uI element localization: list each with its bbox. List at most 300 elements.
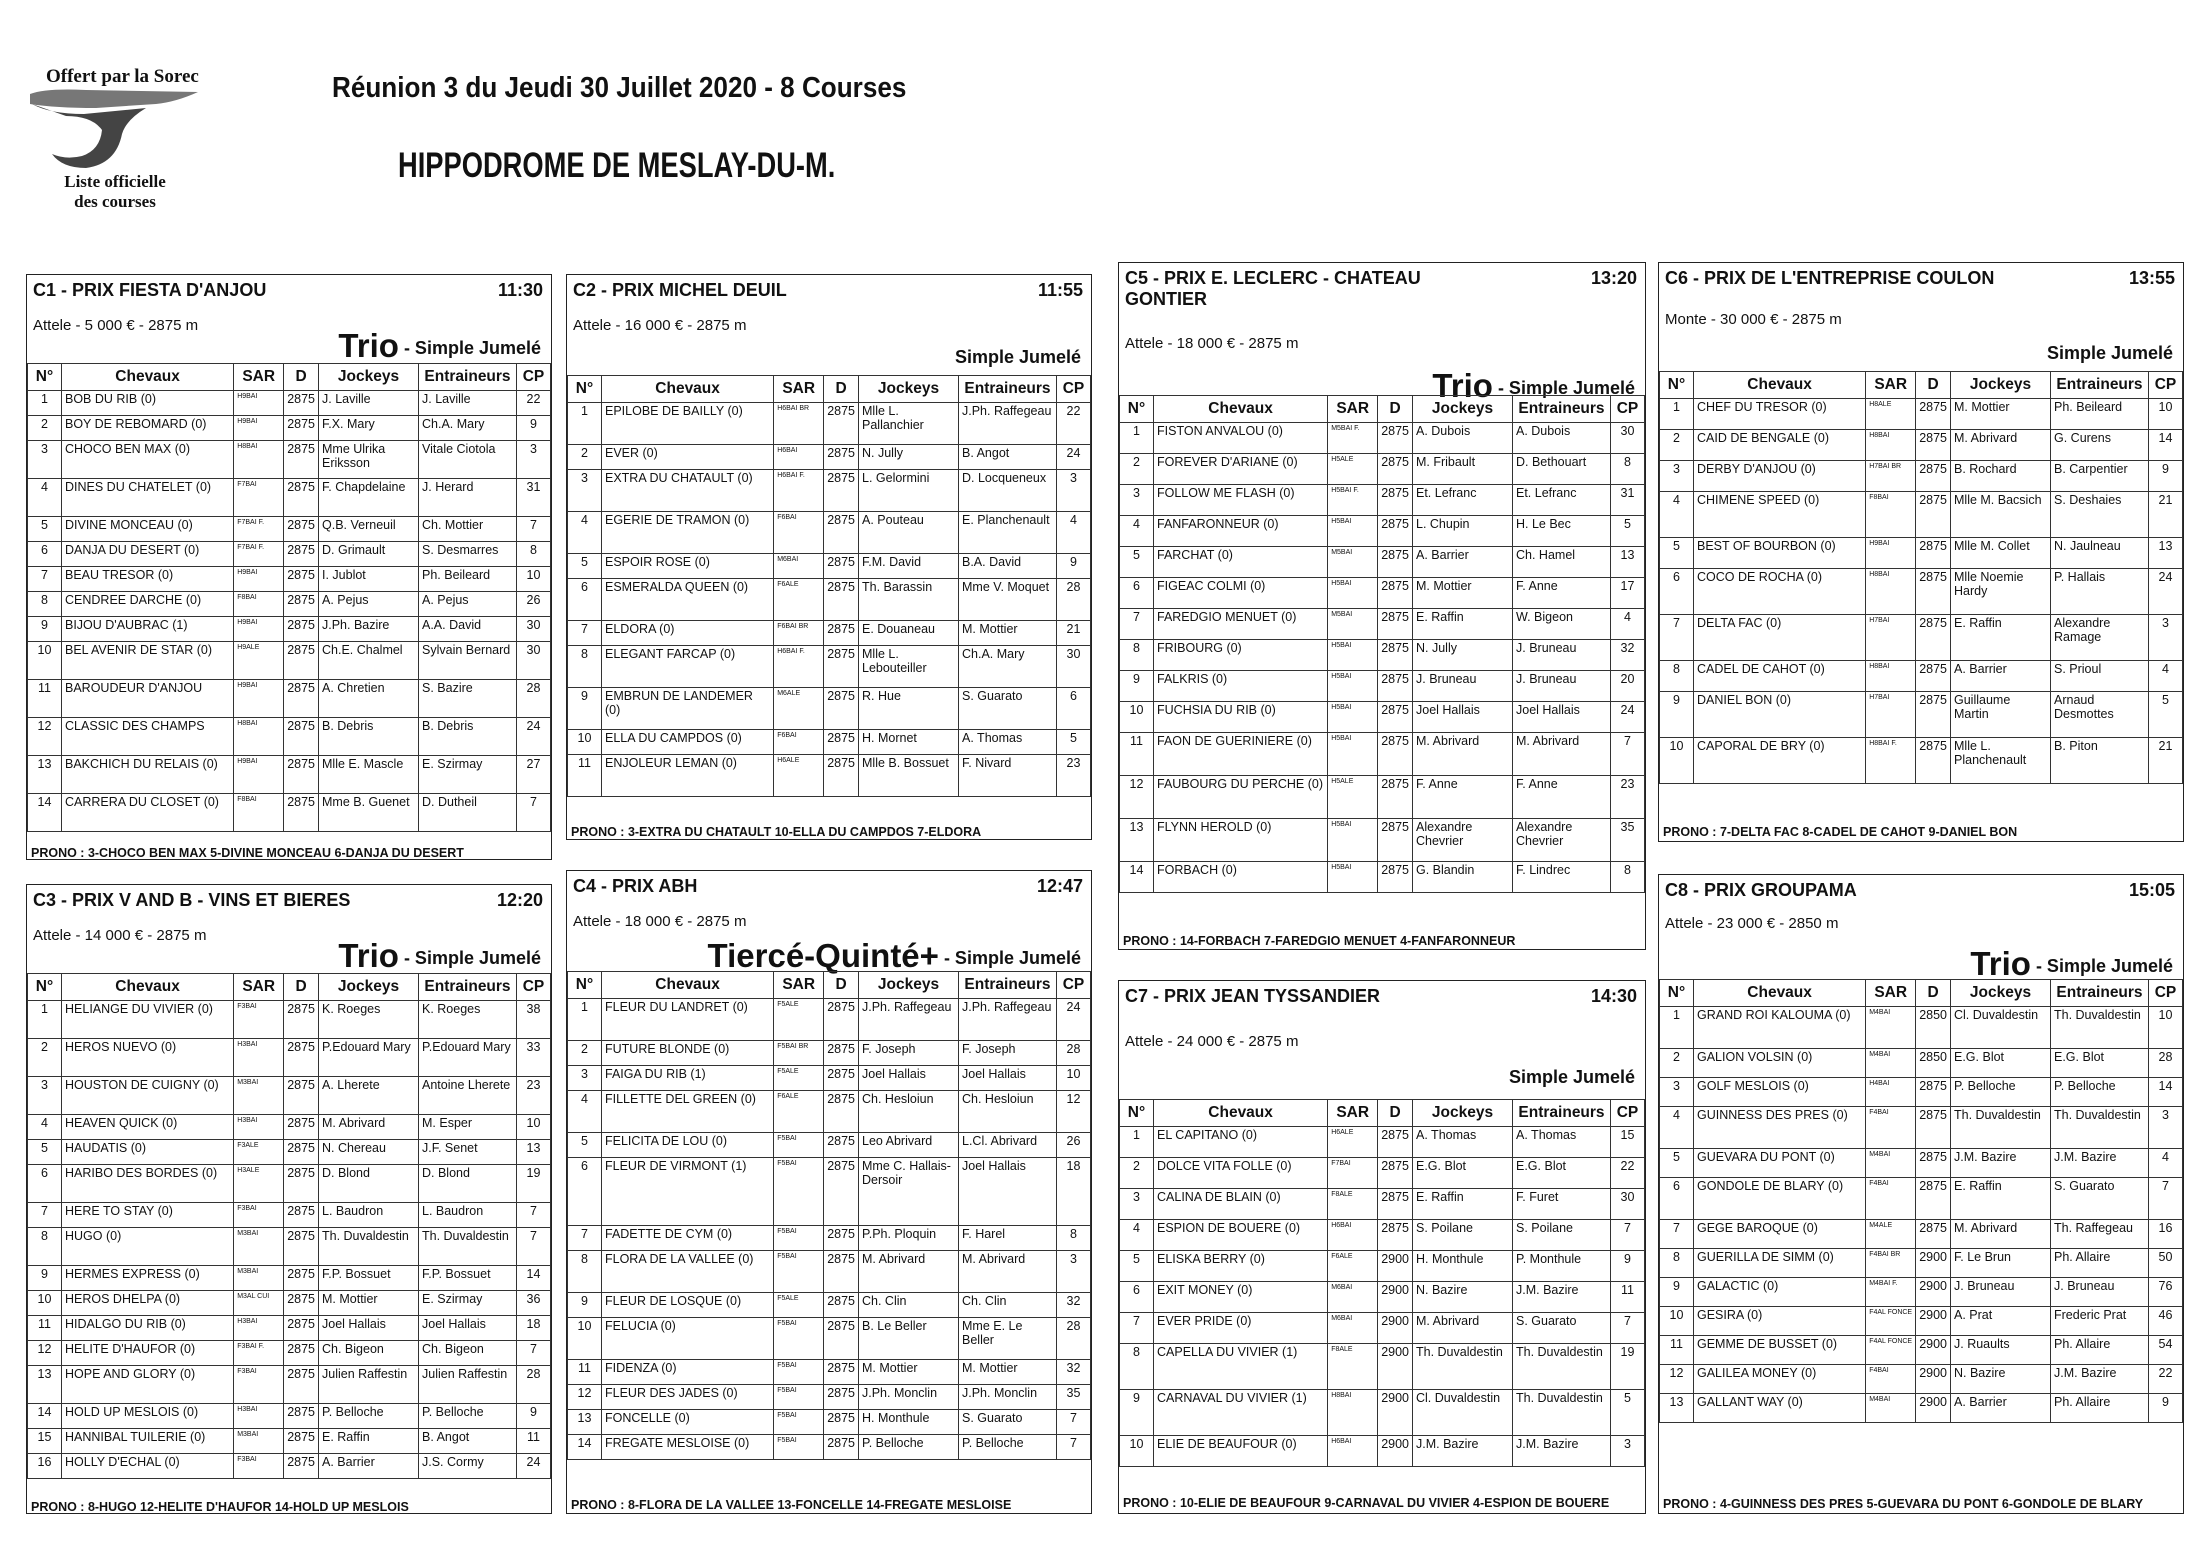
jockey: Mlle L. Planchenault <box>1951 738 2051 784</box>
runner-cp: 38 <box>517 1001 551 1039</box>
jockey: F. Joseph <box>859 1041 959 1066</box>
jockey: R. Hue <box>859 688 959 730</box>
runner-distance: 2875 <box>1916 1107 1951 1149</box>
trainer: Ph. Allaire <box>2051 1249 2149 1278</box>
race-title: PRIX E. LECLERC - CHATEAU GONTIER <box>1125 268 1421 309</box>
runner-distance: 2875 <box>1378 423 1413 454</box>
runner-cp: 28 <box>1057 579 1091 621</box>
runner-cp: 16 <box>2149 1220 2183 1249</box>
column-header: SAR <box>1328 396 1378 423</box>
table-row <box>568 470 1091 512</box>
trainer: Alexandre Ramage <box>2051 615 2149 661</box>
runners-table <box>1659 371 2183 784</box>
table-header <box>568 376 1091 403</box>
column-header: N° <box>28 974 62 1001</box>
race-prono: PRONO : 7-DELTA FAC 8-CADEL DE CAHOT 9-DANIEL BON <box>1663 825 2018 839</box>
runner-number: 8 <box>1660 661 1694 692</box>
runner-distance: 2875 <box>284 718 319 756</box>
table-row <box>1660 1220 2183 1249</box>
runner-sar: H5BAI <box>1328 640 1378 671</box>
trainer: Ch. Clin <box>959 1293 1057 1318</box>
runner-distance: 2875 <box>824 403 859 445</box>
runner-sar: H3BAI <box>234 1404 284 1429</box>
jockey: M. Abrivard <box>859 1251 959 1293</box>
jockey: Ch. Bigeon <box>319 1341 419 1366</box>
column-header: Entraineurs <box>1513 396 1611 423</box>
runner-number: 16 <box>28 1454 62 1479</box>
runner-cp: 18 <box>517 1316 551 1341</box>
runner-number: 6 <box>568 579 602 621</box>
runner-number: 6 <box>568 1158 602 1226</box>
jockey: F.M. David <box>859 554 959 579</box>
horse-name: FOLLOW ME FLASH (0) <box>1154 485 1328 516</box>
jockey: Guillaume Martin <box>1951 692 2051 738</box>
runner-distance: 2875 <box>1378 547 1413 578</box>
runner-distance: 2875 <box>1378 862 1413 893</box>
runner-sar: F8BAI <box>234 592 284 617</box>
jockey: Mlle E. Mascle <box>319 756 419 794</box>
runner-sar: M6BAI <box>1328 1313 1378 1344</box>
table-row <box>568 999 1091 1041</box>
runner-sar: F8BAI <box>234 794 284 832</box>
runner-distance: 2875 <box>1916 430 1951 461</box>
runner-number: 1 <box>568 403 602 445</box>
runner-distance: 2875 <box>824 1385 859 1410</box>
jockey: G. Blandin <box>1413 862 1513 893</box>
trainer: Joel Hallais <box>959 1066 1057 1091</box>
runner-sar: H6BAI <box>1328 1220 1378 1251</box>
runner-sar: F6BAI <box>774 730 824 755</box>
trainer: S. Guarato <box>959 1410 1057 1435</box>
runner-sar: H8BAI <box>234 441 284 479</box>
runner-sar: F3BAI F. <box>234 1341 284 1366</box>
table-row <box>28 1316 551 1341</box>
runners-table <box>1119 1099 1645 1467</box>
runner-sar: H9BAI <box>234 617 284 642</box>
runner-sar: F3BAI <box>234 1001 284 1039</box>
horse-name: ESPION DE BOUERE (0) <box>1154 1220 1328 1251</box>
runner-distance: 2875 <box>1378 702 1413 733</box>
logo-bottom-line2: des courses <box>74 192 156 211</box>
race-conditions: Attele - 5 000 € - 2875 m <box>33 317 199 334</box>
column-header: CP <box>517 974 551 1001</box>
horse-name: DELTA FAC (0) <box>1694 615 1866 661</box>
runner-sar: F5BAI <box>774 1226 824 1251</box>
table-row <box>28 391 551 416</box>
table-row <box>1120 1158 1645 1189</box>
runner-distance: 2875 <box>824 1041 859 1066</box>
runner-distance: 2875 <box>284 1039 319 1077</box>
trainer: Ch.A. Mary <box>419 416 517 441</box>
runner-number: 10 <box>28 1291 62 1316</box>
runner-distance: 2875 <box>284 1366 319 1404</box>
runner-number: 9 <box>1120 1390 1154 1436</box>
runner-number: 3 <box>1120 485 1154 516</box>
trainer: A. Thomas <box>1513 1127 1611 1158</box>
trainer: J.M. Bazire <box>1513 1436 1611 1467</box>
horse-name: FIGEAC COLMI (0) <box>1154 578 1328 609</box>
race-title: PRIX V AND B - VINS ET BIERES <box>72 890 351 910</box>
runner-sar: F4AL FONCE <box>1866 1307 1916 1336</box>
runner-sar: F7BAI <box>1328 1158 1378 1189</box>
runner-number: 5 <box>568 1133 602 1158</box>
jockey: H. Monthule <box>1413 1251 1513 1282</box>
table-row <box>1660 1107 2183 1149</box>
runner-number: 15 <box>28 1429 62 1454</box>
race-card-6 <box>1658 262 2184 842</box>
runner-number: 10 <box>1120 702 1154 733</box>
runner-sar: F5BAI <box>774 1251 824 1293</box>
table-row <box>1660 461 2183 492</box>
runner-sar: H8BAI <box>1328 1390 1378 1436</box>
race-conditions: Attele - 18 000 € - 2875 m <box>1125 335 1299 352</box>
table-row <box>1660 1149 2183 1178</box>
runner-distance: 2875 <box>824 999 859 1041</box>
table-header <box>1120 396 1645 423</box>
jockey: Joel Hallais <box>319 1316 419 1341</box>
horse-name: HELIANGE DU VIVIER (0) <box>62 1001 234 1039</box>
horse-name: ELISKA BERRY (0) <box>1154 1251 1328 1282</box>
race-name <box>1665 268 2032 289</box>
runner-sar: H7BAI BR <box>1866 461 1916 492</box>
sorec-logo <box>26 64 206 214</box>
runner-cp: 10 <box>2149 399 2183 430</box>
runner-number: 4 <box>1660 492 1694 538</box>
runner-number: 10 <box>568 730 602 755</box>
runner-number: 14 <box>28 1404 62 1429</box>
runner-sar: H3ALE <box>234 1165 284 1203</box>
table-row <box>1660 1278 2183 1307</box>
trainer: Th. Duvaldestin <box>2051 1007 2149 1049</box>
table-row <box>28 1115 551 1140</box>
race-time: 12:47 <box>1036 876 1083 896</box>
runner-sar: H5BAI <box>1328 578 1378 609</box>
jockey: P. Belloche <box>319 1404 419 1429</box>
runner-distance: 2875 <box>284 441 319 479</box>
table-row <box>28 479 551 517</box>
jockey: Cl. Duvaldestin <box>1951 1007 2051 1049</box>
runner-number: 4 <box>28 1115 62 1140</box>
runner-number: 1 <box>1120 1127 1154 1158</box>
runner-distance: 2875 <box>824 1133 859 1158</box>
column-header: CP <box>1057 376 1091 403</box>
runner-sar: H6BAI F. <box>774 470 824 512</box>
runner-distance: 2875 <box>284 592 319 617</box>
race-conditions: Attele - 18 000 € - 2875 m <box>573 913 747 930</box>
table-row <box>568 1360 1091 1385</box>
bet-secondary: - Simple Jumelé <box>1492 378 1635 398</box>
horse-name: DANJA DU DESERT (0) <box>62 542 234 567</box>
table-row <box>568 1318 1091 1360</box>
horse-name: EPILOBE DE BAILLY (0) <box>602 403 774 445</box>
runner-distance: 2875 <box>1378 485 1413 516</box>
table-row <box>1660 1307 2183 1336</box>
jockey: Ch. Hesloiun <box>859 1091 959 1133</box>
runner-sar: H6BAI <box>774 445 824 470</box>
race-conditions: Monte - 30 000 € - 2875 m <box>1665 311 1842 328</box>
column-header: N° <box>1660 980 1694 1007</box>
table-row <box>28 617 551 642</box>
runner-number: 13 <box>568 1410 602 1435</box>
table-row <box>568 1293 1091 1318</box>
hippodrome-title: HIPPODROME DE MESLAY-DU-M. <box>398 146 836 185</box>
table-row <box>1660 1178 2183 1220</box>
runner-distance: 2850 <box>1916 1049 1951 1078</box>
runner-number: 12 <box>1660 1365 1694 1394</box>
runner-sar: F5BAI <box>774 1385 824 1410</box>
table-row <box>28 756 551 794</box>
runner-cp: 7 <box>517 1203 551 1228</box>
runner-sar: F4AL FONCE <box>1866 1336 1916 1365</box>
horse-name: BEAU TRESOR (0) <box>62 567 234 592</box>
runner-cp: 24 <box>2149 569 2183 615</box>
runner-cp: 31 <box>1611 485 1645 516</box>
runner-cp: 14 <box>517 1266 551 1291</box>
runner-number: 5 <box>1660 538 1694 569</box>
jockey: M. Abrivard <box>1951 430 2051 461</box>
jockey: M. Mottier <box>319 1291 419 1316</box>
horse-name: FRIBOURG (0) <box>1154 640 1328 671</box>
trainer: F. Anne <box>1513 776 1611 819</box>
trainer: Th. Duvaldestin <box>419 1228 517 1266</box>
jockey: A. Pouteau <box>859 512 959 554</box>
runner-number: 11 <box>28 680 62 718</box>
table-row <box>1660 1007 2183 1049</box>
table-header <box>28 974 551 1001</box>
trainer: S. Prioul <box>2051 661 2149 692</box>
logo-bottom-line1: Liste officielle <box>64 172 166 191</box>
runner-distance: 2875 <box>1378 454 1413 485</box>
bet-types <box>1970 945 2173 983</box>
race-conditions: Attele - 16 000 € - 2875 m <box>573 317 747 334</box>
column-header: Entraineurs <box>2051 980 2149 1007</box>
runner-number: 4 <box>28 479 62 517</box>
horse-name: ENJOLEUR LEMAN (0) <box>602 755 774 797</box>
runner-number: 9 <box>568 688 602 730</box>
race-name <box>1125 268 1493 310</box>
runner-cp: 7 <box>1057 1410 1091 1435</box>
column-header: SAR <box>774 972 824 999</box>
runner-sar: F8ALE <box>1328 1344 1378 1390</box>
table-row <box>1120 609 1645 640</box>
table-row <box>28 718 551 756</box>
trainer: J.Ph. Monclin <box>959 1385 1057 1410</box>
runner-cp: 9 <box>517 1404 551 1429</box>
table-row <box>568 1435 1091 1460</box>
runner-sar: M5BAI <box>1328 547 1378 578</box>
table-row <box>1120 1189 1645 1220</box>
jockey: M. Abrivard <box>1413 733 1513 776</box>
horse-name: FIDENZA (0) <box>602 1360 774 1385</box>
table-row <box>28 441 551 479</box>
race-name <box>573 280 940 301</box>
horse-name: FELUCIA (0) <box>602 1318 774 1360</box>
table-row <box>1660 661 2183 692</box>
jockey: E.G. Blot <box>1413 1158 1513 1189</box>
horse-name: HERMES EXPRESS (0) <box>62 1266 234 1291</box>
horse-name: HEROS NUEVO (0) <box>62 1039 234 1077</box>
runner-distance: 2875 <box>284 756 319 794</box>
horse-name: HOLD UP MESLOIS (0) <box>62 1404 234 1429</box>
horse-name: HARIBO DES BORDES (0) <box>62 1165 234 1203</box>
runner-cp: 3 <box>1057 1251 1091 1293</box>
trainer: J. Bruneau <box>1513 640 1611 671</box>
table-row <box>28 1077 551 1115</box>
runner-number: 14 <box>568 1435 602 1460</box>
race-card-5 <box>1118 262 1646 950</box>
runner-sar: F5BAI <box>774 1133 824 1158</box>
horse-name: DOLCE VITA FOLLE (0) <box>1154 1158 1328 1189</box>
runner-number: 4 <box>568 512 602 554</box>
runner-cp: 30 <box>517 642 551 680</box>
runner-distance: 2875 <box>1916 692 1951 738</box>
table-row <box>1120 862 1645 893</box>
runner-sar: H9BAI <box>1866 538 1916 569</box>
runner-sar: H8BAI <box>1866 430 1916 461</box>
runner-distance: 2875 <box>284 567 319 592</box>
horse-name: CALINA DE BLAIN (0) <box>1154 1189 1328 1220</box>
table-row <box>28 1266 551 1291</box>
jockey: Et. Lefranc <box>1413 485 1513 516</box>
race-prono: PRONO : 10-ELIE DE BEAUFOUR 9-CARNAVAL DU VIVIER 4-ESPION DE BOUERE <box>1123 1496 1610 1510</box>
runner-cp: 14 <box>2149 1078 2183 1107</box>
runner-sar: H9BAI <box>234 567 284 592</box>
horse-name: FALKRIS (0) <box>1154 671 1328 702</box>
runner-cp: 32 <box>1057 1293 1091 1318</box>
horse-name: BEL AVENIR DE STAR (0) <box>62 642 234 680</box>
trainer: Joel Hallais <box>1513 702 1611 733</box>
runner-distance: 2875 <box>824 1251 859 1293</box>
runner-distance: 2875 <box>1378 1127 1413 1158</box>
runner-number: 8 <box>1120 640 1154 671</box>
table-row <box>28 1140 551 1165</box>
runner-distance: 2875 <box>824 470 859 512</box>
runner-sar: H9BAI <box>234 416 284 441</box>
bet-types <box>708 937 1081 975</box>
runner-cp: 10 <box>517 567 551 592</box>
runner-distance: 2875 <box>284 1001 319 1039</box>
table-row <box>568 1041 1091 1066</box>
runner-sar: H6ALE <box>774 755 824 797</box>
jockey: N. Jully <box>1413 640 1513 671</box>
runner-distance: 2875 <box>824 445 859 470</box>
table-row <box>28 542 551 567</box>
runner-sar: H8BAI <box>1866 569 1916 615</box>
race-number: C6 - <box>1665 268 1705 288</box>
trainer: F.P. Bossuet <box>419 1266 517 1291</box>
trainer: Th. Raffegeau <box>2051 1220 2149 1249</box>
runner-sar: H6BAI F. <box>774 646 824 688</box>
horse-name: HIDALGO DU RIB (0) <box>62 1316 234 1341</box>
table-row <box>28 680 551 718</box>
jockey: A. Chretien <box>319 680 419 718</box>
runner-distance: 2875 <box>824 646 859 688</box>
table-row <box>1660 399 2183 430</box>
jockey: A. Dubois <box>1413 423 1513 454</box>
horse-name: HOLLY D'ECHAL (0) <box>62 1454 234 1479</box>
table-row <box>568 512 1091 554</box>
runner-cp: 17 <box>1611 578 1645 609</box>
column-header: Jockeys <box>859 972 959 999</box>
runner-cp: 7 <box>1611 733 1645 776</box>
jockey: Th. Barassin <box>859 579 959 621</box>
jockey: N. Bazire <box>1951 1365 2051 1394</box>
runner-distance: 2900 <box>1916 1365 1951 1394</box>
runner-cp: 8 <box>1057 1226 1091 1251</box>
runner-cp: 9 <box>517 416 551 441</box>
trainer: D. Blond <box>419 1165 517 1203</box>
jockey: A. Barrier <box>1951 661 2051 692</box>
runner-distance: 2875 <box>1916 399 1951 430</box>
bet-main: Trio <box>1432 367 1493 404</box>
runner-cp: 46 <box>2149 1307 2183 1336</box>
column-header: Jockeys <box>1413 396 1513 423</box>
runner-distance: 2900 <box>1378 1251 1413 1282</box>
horse-name: EVER PRIDE (0) <box>1154 1313 1328 1344</box>
runner-sar: M6BAI <box>1328 1282 1378 1313</box>
horse-name: GALACTIC (0) <box>1694 1278 1866 1307</box>
column-header: SAR <box>1866 980 1916 1007</box>
table-row <box>568 1133 1091 1158</box>
table-row <box>1660 1049 2183 1078</box>
jockey: J.Ph. Monclin <box>859 1385 959 1410</box>
runners-table <box>27 973 551 1479</box>
runner-number: 9 <box>1660 1278 1694 1307</box>
trainer: Ch. Hesloiun <box>959 1091 1057 1133</box>
runner-sar: F4BAI BR <box>1866 1249 1916 1278</box>
column-header: Entraineurs <box>959 376 1057 403</box>
runner-distance: 2900 <box>1378 1390 1413 1436</box>
runner-cp: 28 <box>517 680 551 718</box>
runner-sar: H5BAI <box>1328 702 1378 733</box>
jockey: N. Bazire <box>1413 1282 1513 1313</box>
trainer: H. Le Bec <box>1513 516 1611 547</box>
runner-distance: 2875 <box>824 1091 859 1133</box>
runner-number: 1 <box>28 391 62 416</box>
jockey: A. Pejus <box>319 592 419 617</box>
jockey: A. Barrier <box>319 1454 419 1479</box>
trainer: J.Ph. Raffegeau <box>959 403 1057 445</box>
jockey: J. Ruaults <box>1951 1336 2051 1365</box>
runner-sar: F5BAI <box>774 1360 824 1385</box>
runner-sar: H3BAI <box>234 1316 284 1341</box>
runner-number: 6 <box>1660 1178 1694 1220</box>
runner-number: 7 <box>1120 1313 1154 1344</box>
column-header: SAR <box>1866 372 1916 399</box>
race-time: 11:30 <box>497 280 543 300</box>
column-header: D <box>284 974 319 1001</box>
jockey: J.Ph. Bazire <box>319 617 419 642</box>
horse-name: FAIGA DU RIB (1) <box>602 1066 774 1091</box>
jockey: Mlle M. Collet <box>1951 538 2051 569</box>
runner-number: 5 <box>28 517 62 542</box>
trainer: Ch. Hamel <box>1513 547 1611 578</box>
jockey: P.Edouard Mary <box>319 1039 419 1077</box>
runner-sar: F3BAI <box>234 1203 284 1228</box>
trainer: P.Edouard Mary <box>419 1039 517 1077</box>
runner-sar: F3ALE <box>234 1140 284 1165</box>
race-title: PRIX GROUPAMA <box>1704 880 1857 900</box>
runner-sar: F3BAI <box>234 1454 284 1479</box>
trainer: J.S. Cormy <box>419 1454 517 1479</box>
jockey: H. Mornet <box>859 730 959 755</box>
table-row <box>1120 547 1645 578</box>
jockey: Th. Duvaldestin <box>1413 1344 1513 1390</box>
jockey: E. Raffin <box>1951 615 2051 661</box>
jockey: A. Lherete <box>319 1077 419 1115</box>
trainer: Ch. Bigeon <box>419 1341 517 1366</box>
table-row <box>568 554 1091 579</box>
